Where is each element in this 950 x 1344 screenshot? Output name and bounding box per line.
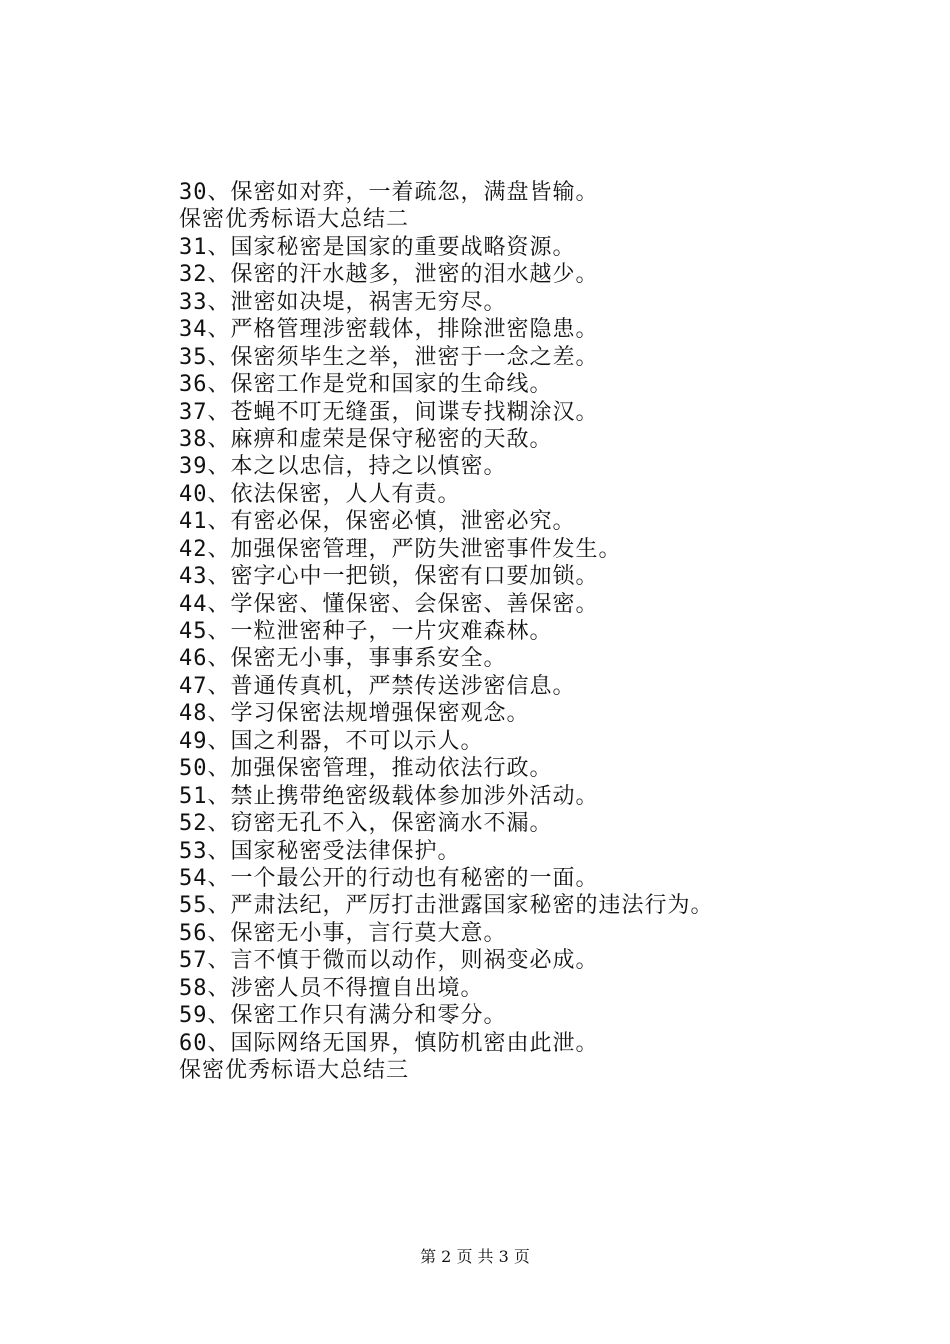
text-line: 53、国家秘密受法律保护。 [179, 838, 461, 864]
text-line: 57、言不慎于微而以动作，则祸变必成。 [179, 948, 599, 974]
text-line: 58、涉密人员不得擅自出境。 [179, 975, 484, 1001]
text-line: 44、学保密、懂保密、会保密、善保密。 [179, 591, 599, 617]
text-line: 34、严格管理涉密载体，排除泄密隐患。 [179, 317, 599, 343]
text-line: 51、禁止携带绝密级载体参加涉外活动。 [179, 783, 599, 809]
text-line: 59、保密工作只有满分和零分。 [179, 1003, 507, 1029]
text-line: 36、保密工作是党和国家的生命线。 [179, 372, 553, 398]
text-line: 31、国家秘密是国家的重要战略资源。 [179, 234, 576, 260]
text-line: 45、一粒泄密种子，一片灾难森林。 [179, 619, 553, 644]
text-line: 41、有密必保，保密必慎，泄密必究。 [179, 509, 576, 535]
text-line: 35、保密须毕生之举，泄密于一念之差。 [179, 344, 599, 370]
text-line: 33、泄密如决堤，祸害无穷尽。 [179, 289, 507, 315]
text-line: 48、学习保密法规增强保密观念。 [179, 701, 530, 727]
text-line: 54、一个最公开的行动也有秘密的一面。 [179, 865, 599, 891]
text-line: 52、窃密无孔不入，保密滴水不漏。 [179, 811, 553, 837]
text-line: 49、国之利器，不可以示人。 [179, 728, 484, 754]
section-heading: 保密优秀标语大总结三 [179, 1058, 410, 1083]
text-line: 42、加强保密管理，严防失泄密事件发生。 [179, 536, 622, 562]
text-line: 32、保密的汗水越多，泄密的泪水越少。 [179, 262, 599, 288]
text-line: 38、麻痹和虚荣是保守秘密的天敌。 [179, 426, 553, 452]
text-line: 60、国际网络无国界，慎防机密由此泄。 [179, 1030, 599, 1056]
section-heading: 保密优秀标语大总结二 [179, 207, 410, 233]
page-number-footer: 第 2 页 共 3 页 [420, 1247, 530, 1266]
text-line: 39、本之以忠信，持之以慎密。 [179, 454, 507, 480]
text-line: 55、严肃法纪，严厉打击泄露国家秘密的违法行为。 [179, 893, 714, 919]
text-line: 47、普通传真机，严禁传送涉密信息。 [179, 673, 576, 699]
document-body [179, 179, 799, 1084]
text-line: 30、保密如对弈，一着疏忽，满盘皆输。 [179, 180, 599, 205]
text-line: 40、依法保密，人人有责。 [179, 481, 461, 507]
text-line: 56、保密无小事，言行莫大意。 [179, 920, 507, 946]
text-line: 43、密字心中一把锁，保密有口要加锁。 [179, 564, 599, 590]
text-line: 37、苍蝇不叮无缝蛋，间谍专找糊涂汉。 [179, 399, 599, 425]
text-line: 46、保密无小事，事事系安全。 [179, 646, 507, 672]
text-line: 50、加强保密管理，推动依法行政。 [179, 756, 553, 782]
